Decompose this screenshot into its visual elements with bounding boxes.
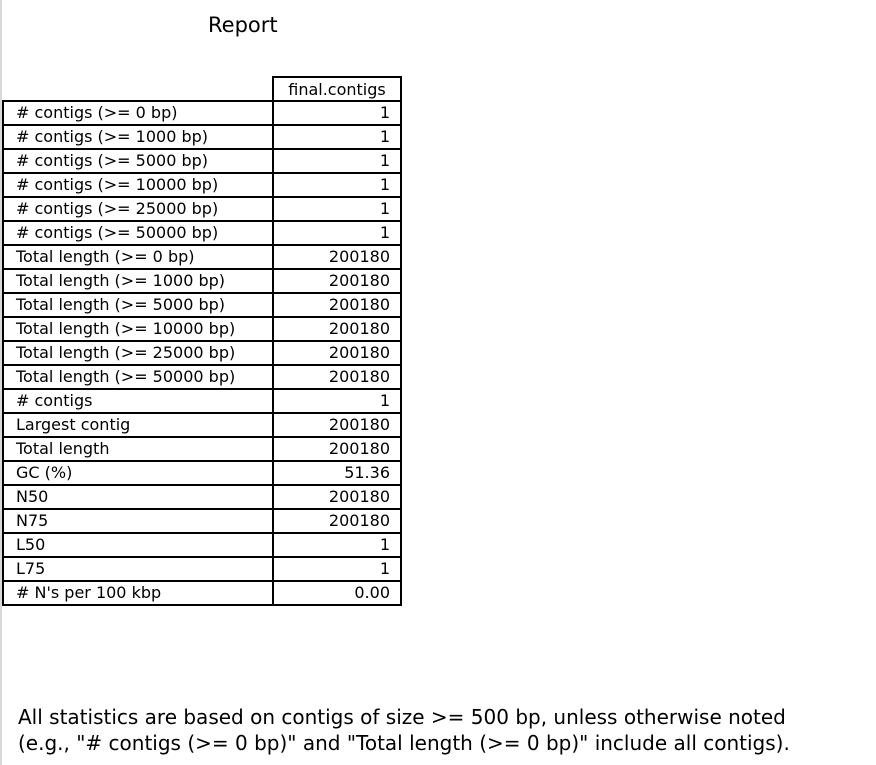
table-body — [3, 101, 401, 605]
table-row — [3, 269, 401, 293]
row-label: # contigs (>= 5000 bp) — [3, 149, 273, 173]
row-value: 1 — [273, 197, 401, 221]
table-row — [3, 101, 401, 125]
row-label: # contigs (>= 50000 bp) — [3, 221, 273, 245]
row-value: 200180 — [273, 437, 401, 461]
table-row — [3, 293, 401, 317]
table-corner-cell — [3, 77, 273, 101]
row-label: # contigs (>= 25000 bp) — [3, 197, 273, 221]
row-label: Total length — [3, 437, 273, 461]
table-header-row — [3, 77, 401, 101]
row-value: 200180 — [273, 269, 401, 293]
table-row — [3, 581, 401, 605]
report-title: Report — [208, 13, 278, 37]
row-label: # contigs (>= 10000 bp) — [3, 173, 273, 197]
table-row — [3, 173, 401, 197]
table-row — [3, 341, 401, 365]
row-value: 0.00 — [273, 581, 401, 605]
column-header-final-contigs: final.contigs — [273, 77, 401, 101]
table-row — [3, 149, 401, 173]
row-value: 1 — [273, 101, 401, 125]
table-row — [3, 557, 401, 581]
row-label: L75 — [3, 557, 273, 581]
row-value: 1 — [273, 173, 401, 197]
row-label: Total length (>= 0 bp) — [3, 245, 273, 269]
row-label: Total length (>= 50000 bp) — [3, 365, 273, 389]
table-row — [3, 125, 401, 149]
row-label: Largest contig — [3, 413, 273, 437]
row-value: 200180 — [273, 245, 401, 269]
table-row — [3, 197, 401, 221]
row-value: 200180 — [273, 293, 401, 317]
table-row — [3, 485, 401, 509]
row-value: 51.36 — [273, 461, 401, 485]
row-label: Total length (>= 25000 bp) — [3, 341, 273, 365]
row-value: 1 — [273, 221, 401, 245]
row-label: # contigs — [3, 389, 273, 413]
row-label: L50 — [3, 533, 273, 557]
row-value: 1 — [273, 533, 401, 557]
table-row — [3, 437, 401, 461]
row-value: 200180 — [273, 413, 401, 437]
table-row — [3, 389, 401, 413]
table-row — [3, 317, 401, 341]
table-row — [3, 245, 401, 269]
row-value: 200180 — [273, 365, 401, 389]
row-label: GC (%) — [3, 461, 273, 485]
table-row — [3, 461, 401, 485]
footnote-line-1: All statistics are based on contigs of size >= 500 bp, unless otherwise noted — [18, 705, 786, 729]
table-row — [3, 221, 401, 245]
row-value: 1 — [273, 149, 401, 173]
table-row — [3, 533, 401, 557]
row-label: Total length (>= 10000 bp) — [3, 317, 273, 341]
row-value: 200180 — [273, 485, 401, 509]
row-label: # contigs (>= 0 bp) — [3, 101, 273, 125]
row-value: 1 — [273, 557, 401, 581]
row-label: Total length (>= 5000 bp) — [3, 293, 273, 317]
table-row — [3, 413, 401, 437]
row-label: N50 — [3, 485, 273, 509]
row-value: 1 — [273, 389, 401, 413]
footnote — [18, 704, 874, 756]
row-value: 1 — [273, 125, 401, 149]
row-value: 200180 — [273, 509, 401, 533]
table-row — [3, 509, 401, 533]
row-value: 200180 — [273, 317, 401, 341]
row-label: N75 — [3, 509, 273, 533]
row-label: # N's per 100 kbp — [3, 581, 273, 605]
row-label: Total length (>= 1000 bp) — [3, 269, 273, 293]
report-table — [2, 76, 402, 606]
footnote-line-2: (e.g., "# contigs (>= 0 bp)" and "Total length (>= 0 bp)" include all contigs). — [18, 731, 790, 755]
row-label: # contigs (>= 1000 bp) — [3, 125, 273, 149]
table-row — [3, 365, 401, 389]
row-value: 200180 — [273, 341, 401, 365]
